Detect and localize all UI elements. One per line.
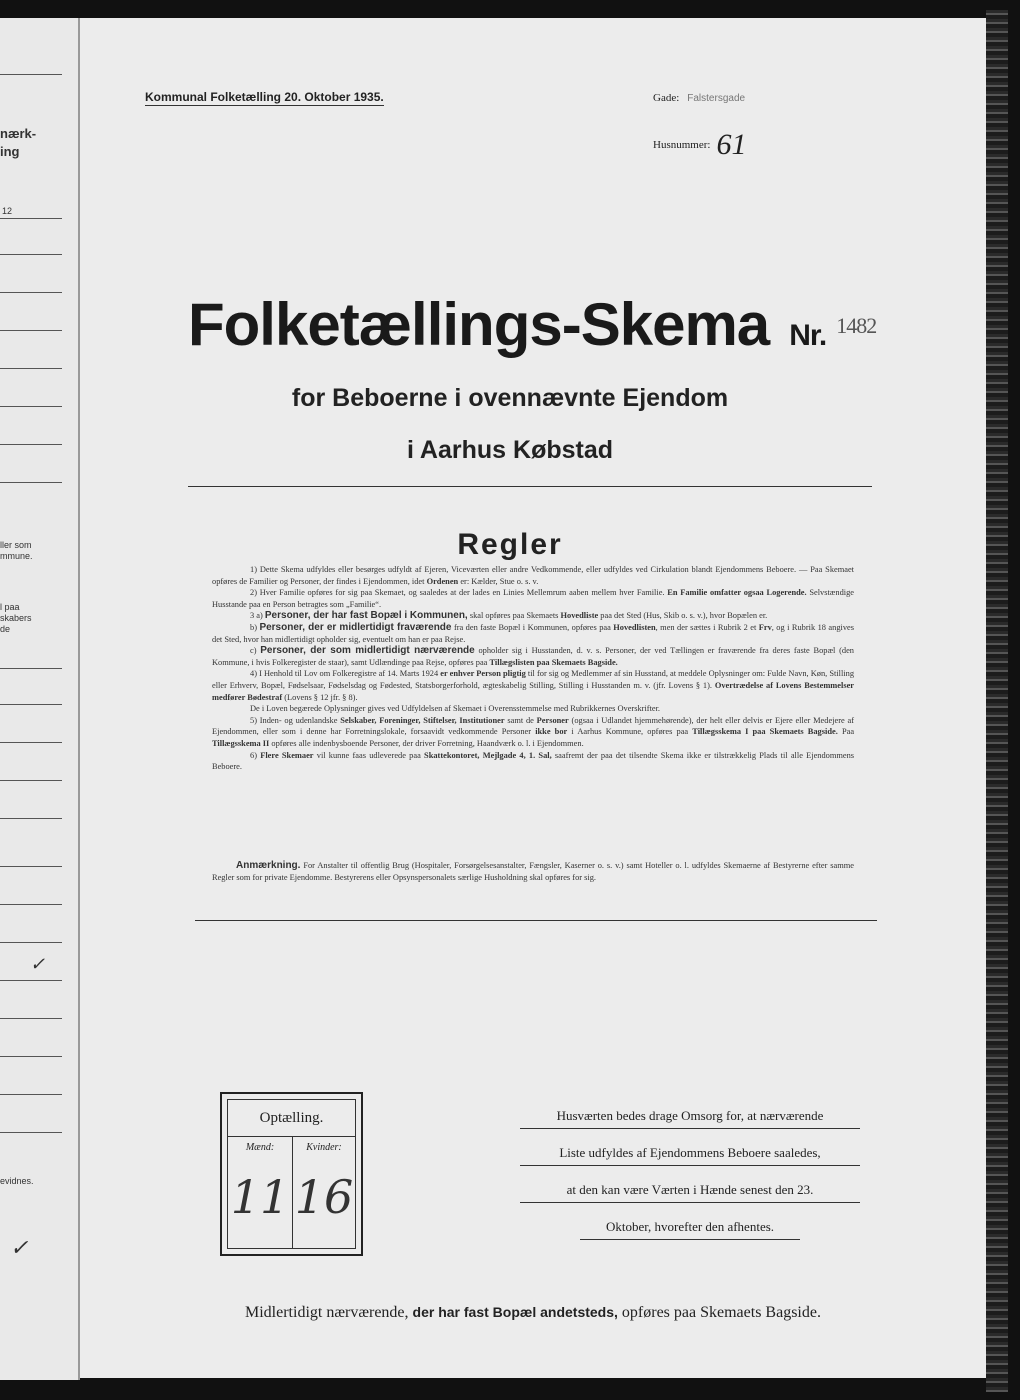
husnummer-field: [653, 128, 746, 162]
left-fragment: l paa: [0, 602, 20, 612]
left-rule: [0, 742, 62, 743]
left-rule: [0, 330, 62, 331]
left-rule: [0, 406, 62, 407]
rule-1: 1) Dette Skema udfyldes eller besørges udfyldt af Ejeren, Viceværten eller andre Vedkommende, eller udfyldes ved Cirkulation blandt Ejendommens Beboere. — Paa Skemaet opføres de Familier og Personer, der findes i Ejendommen, idet Ordenen er: Kælder, Stue o. s. v.: [212, 565, 854, 586]
form-number-value: 1482: [836, 313, 877, 338]
left-rule: [0, 1056, 62, 1057]
left-fragment: ing: [0, 144, 20, 159]
notice-line: Liste udfyldes af Ejendommens Beboere saaledes,: [520, 1141, 860, 1166]
left-rule: [0, 1094, 62, 1095]
census-header-title: Kommunal Folketælling 20. Oktober 1935.: [145, 90, 384, 104]
left-rule: [0, 74, 62, 75]
left-fragment: mmune.: [0, 551, 33, 561]
landlord-notice: [520, 1104, 860, 1252]
census-form-page: [80, 18, 986, 1378]
left-rule: [0, 818, 62, 819]
left-fragment: skabers: [0, 613, 32, 623]
form-title: [188, 290, 876, 359]
regler-heading: Regler: [457, 528, 563, 561]
husnummer-label: Husnummer:: [653, 139, 711, 151]
count-box: [220, 1092, 363, 1256]
left-fragment: de: [0, 624, 11, 634]
left-rule: [0, 904, 62, 905]
left-page-fragment: [0, 18, 80, 1380]
gade-label: Gade:: [653, 92, 680, 104]
rule-3b: b) Personer, der er midlertidigt fraværende fra den faste Bopæl i Kommunen, opføres paa Hovedlisten, men der sættes i Rubrik 2 et Frv, og i Rubrik 18 angives det Sted, hvor han midlertidigt opholder sig, eventuelt om han er paa Rejse.: [212, 621, 855, 644]
rule-2: 2) Hver Familie opføres for sig paa Skemaet, og saaledes at der lades en Linies Mellemrum aaben mellem hver Familie. En Familie omfatter ogsaa Logerende. Selvstændige Husstande paa en Person betragtes som „Familie“.: [212, 588, 854, 609]
left-rule: [0, 368, 62, 369]
left-rule: [0, 980, 62, 981]
left-rule: [0, 292, 62, 293]
rule-4: 4) I Henhold til Lov om Folkeregistre af 14. Marts 1924 er enhver Person pligtig til for sig og Medlemmer af sin Husstand, at meddele Oplysninger om: Fulde Navn, Køn, Stilling eller Erhverv, Bopæl, Fødselsaar, Fødselsdag og Fødested, Statsborgerforhold, ægteskabelig Stilling, Stilling i Husstanden m. v. (jfr. Lovens § 1). Overtrædelse af Lovens Bestemmelser medfører Bødestraf (Lovens § 12 jfr. § 8).: [212, 669, 855, 702]
anmaerkning-text: For Anstalter til offentlig Brug (Hospitaler, Forsørgelsesanstalter, Fængsler, Kaserner o. s. v.) samt Hoteller o. l. udfyldes Skemaerne af Bestyrerne efter samme Regler som for private Ejendomme. Bestyrerens eller Opsynspersonalets særlige Husholdning skal opføres for sig.: [212, 861, 854, 882]
binding-edge: [986, 10, 1008, 1392]
left-rule: [0, 1132, 62, 1133]
left-rule: [0, 942, 62, 943]
left-fragment: nærk-: [0, 126, 37, 141]
kvinder-count: 16: [294, 1170, 354, 1224]
left-fragment: evidnes.: [0, 1176, 34, 1186]
rule-4b: De i Loven begærede Oplysninger gives ved Udfyldelsen af Skemaet i Overensstemmelse med Rubrikkernes Overskrifter.: [250, 704, 661, 714]
rule-3a: 3 a) Personer, der har fast Bopæl i Kommunen, skal opføres paa Skemaets Hovedliste paa det Sted (Hus, Skib o. s. v.), hvor Bopælen er.: [250, 610, 768, 622]
left-rule: [0, 218, 62, 219]
maend-count: 11: [230, 1170, 290, 1224]
anmaerkning-label: Anmærkning.: [236, 860, 301, 871]
left-rule: [0, 1018, 62, 1019]
divider: [188, 486, 872, 487]
left-fragment: ller som: [0, 540, 32, 550]
left-rule: [0, 482, 62, 483]
left-rule: [0, 704, 62, 705]
left-rule: [0, 444, 62, 445]
left-rule: [0, 780, 62, 781]
left-rule: [0, 254, 62, 255]
left-rule: [0, 866, 62, 867]
husnummer-value: 61: [716, 128, 747, 161]
notice-line: Oktober, hvorefter den afhentes.: [580, 1215, 800, 1240]
footer-note: Midlertidigt nærværende, der har fast Bopæl andetsteds, opføres paa Skemaets Bagside.: [245, 1304, 821, 1321]
rule-6: 6) Flere Skemaer vil kunne faas udleverede paa Skattekontoret, Mejlgade 4, 1. Sal, saafremt der paa det tilsendte Skema ikke er tilstrækkelig Plads til alle Ejendommens Beboere.: [212, 750, 855, 772]
left-rule: [0, 668, 62, 669]
gade-value: Falstersgade: [687, 93, 746, 104]
kvinder-label: Kvinder:: [306, 1142, 342, 1153]
maend-label: Mænd:: [245, 1142, 275, 1153]
notice-line: at den kan være Værten i Hænde senest den 23.: [520, 1178, 860, 1203]
rule-3c: c) Personer, der som midlertidigt nærværende opholder sig i Husstanden, d. v. s. Personer, der ved Tællingen er fraværende fra deres faste Bopæl (den Kommune, i hvis Folkeregister de staar), samt Udlændinge paa Rejse, opføres paa Tillægslisten paa Skemaets Bagside.: [212, 645, 854, 667]
divider: [195, 920, 877, 921]
form-number-label: Nr.: [789, 319, 827, 352]
form-subtitle-2: i Aarhus Købstad: [406, 436, 614, 464]
notice-line: Husværten bedes drage Omsorg for, at nærværende: [520, 1104, 860, 1129]
rule-5: 5) Inden- og udenlandske Selskaber, Foreninger, Stiftelser, Institutioner samt de Personer (ogsaa i Udlandet hjemmehørende), der helt eller delvis er Ejere eller Medejere af Ejendommen, eller som i denne har Forretningslokale, forsaavidt vedkommende Personer ikke bor i Aarhus Kommune, opføres paa Tillægsskema I paa Skemaets Bagside. Paa Tillægsskema II opføres alle indenbysboende Personer, der driver Forretning, Haandværk o. l. i Ejendommen.: [212, 715, 855, 748]
left-handwritten-mark: ✓: [10, 1235, 29, 1260]
rules-text: [212, 564, 854, 773]
anmaerkning-note: [212, 860, 854, 884]
form-subtitle-1: for Beboerne i ovennævnte Ejendom: [291, 384, 729, 412]
form-title-main: Folketællings-Skema: [188, 291, 770, 358]
gade-field: [653, 92, 745, 104]
left-handwritten-mark: ✓: [30, 954, 46, 974]
left-fragment: 12: [2, 206, 13, 216]
count-box-title: Optælling.: [259, 1110, 324, 1126]
